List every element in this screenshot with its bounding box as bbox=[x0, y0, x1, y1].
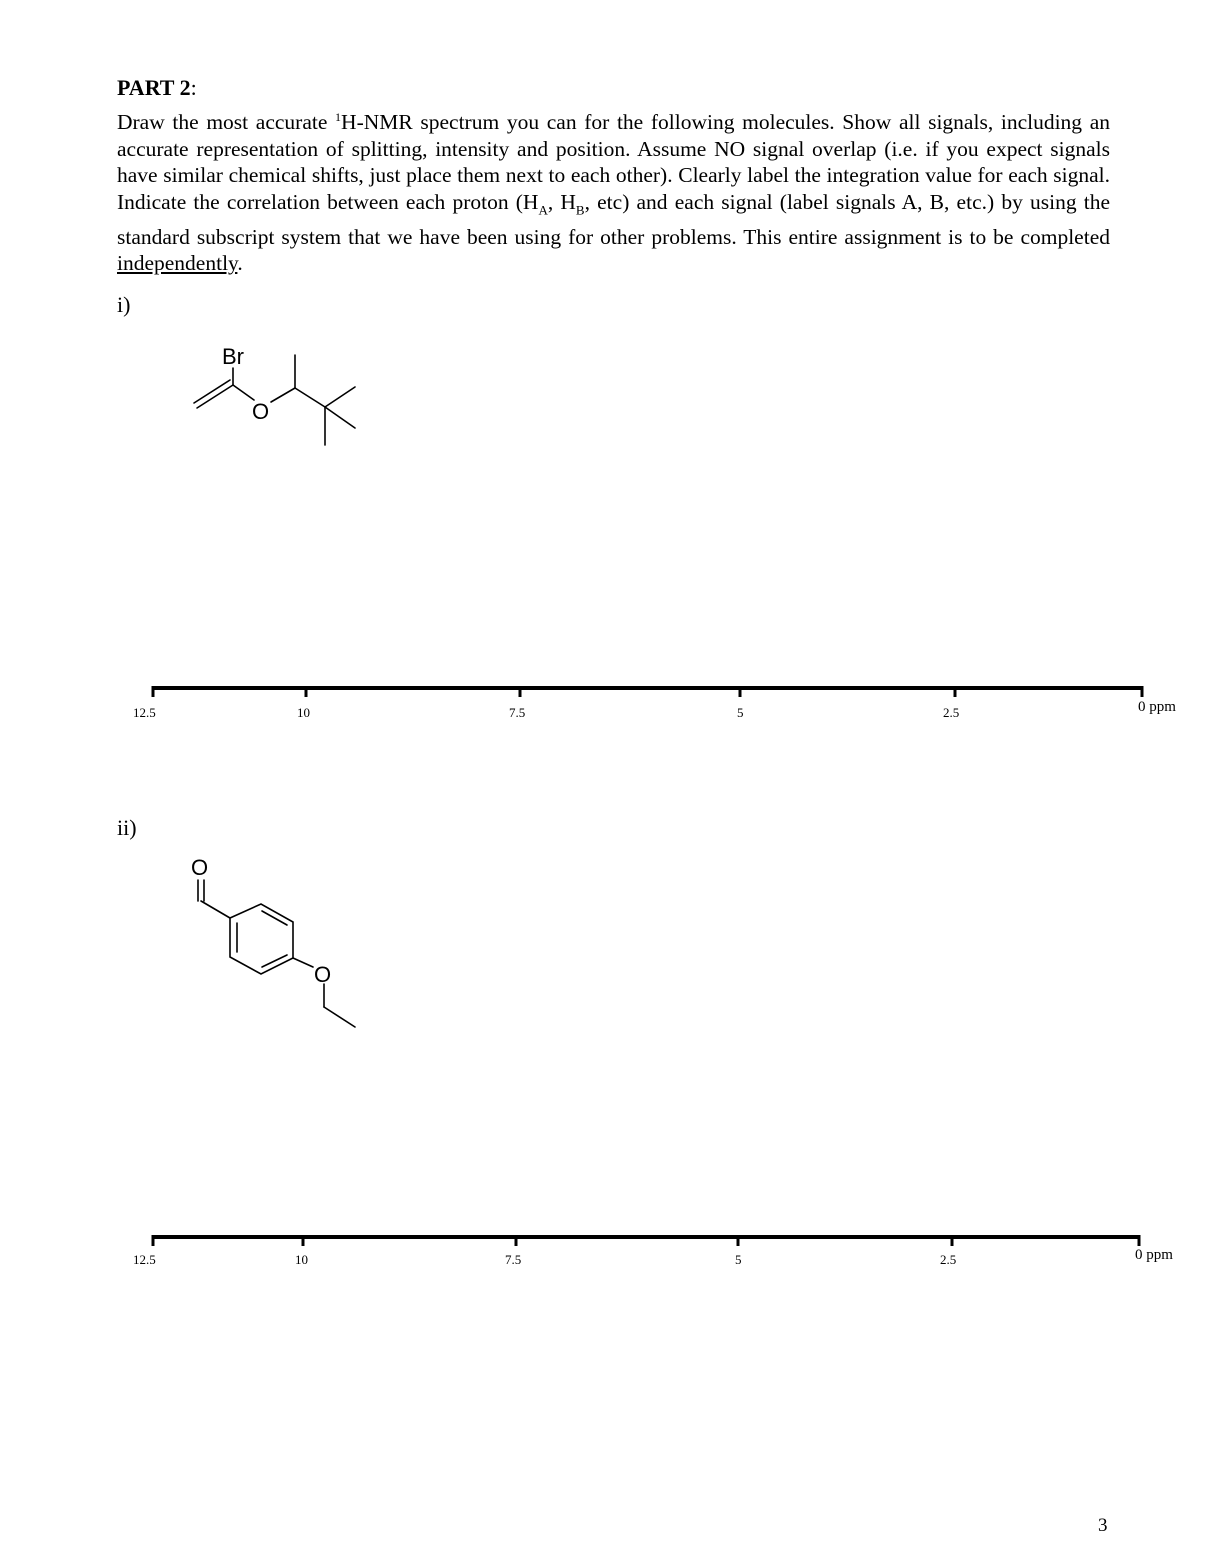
tick-label-10: 10 bbox=[297, 705, 310, 720]
tick-label-10: 10 bbox=[295, 1252, 308, 1267]
atom-label-o-carbonyl: O bbox=[191, 855, 209, 880]
atom-label-br: Br bbox=[222, 344, 244, 369]
question-ii-label: ii) bbox=[117, 815, 137, 840]
part-title: PART 2 bbox=[117, 75, 191, 100]
part-heading bbox=[117, 75, 197, 101]
instructions-text-1: Draw the most accurate bbox=[117, 110, 336, 135]
tick-label-0-ppm: 0 ppm bbox=[1135, 1247, 1173, 1263]
tick-label-5: 5 bbox=[735, 1252, 742, 1267]
instructions-text-2: H-NMR spectrum you can for the following molecules. Show all signals, including an accurate representation of splitting, intensity and position. Assume NO signal overlap (i.e. if you expect signals have similar chemical shifts, just place them next to each other). Clearly label the integration value for each signal. Indicate the correlation between each proton (H bbox=[117, 110, 1110, 214]
molecule-ii-structure bbox=[185, 848, 375, 1038]
independently-underlined: independently bbox=[117, 251, 238, 276]
instructions-text-3: , H bbox=[547, 189, 576, 214]
atom-label-o-ether: O bbox=[314, 962, 332, 987]
tick-label-12-5: 12.5 bbox=[133, 1252, 156, 1267]
atom-label-o: O bbox=[252, 399, 270, 424]
tick-label-2-5: 2.5 bbox=[943, 705, 960, 720]
tick-label-12-5: 12.5 bbox=[133, 705, 156, 720]
instructions-text-4: , etc) and each signal (label signals A, B, etc.) by using the standard subscript system that we have been using for other problems. This entire assignment is to be completed bbox=[117, 189, 1111, 249]
question-i-label: i) bbox=[117, 292, 131, 317]
tick-label-0-ppm: 0 ppm bbox=[1138, 699, 1176, 715]
nmr-axis-ii bbox=[133, 1231, 1200, 1278]
tick-label-7-5: 7.5 bbox=[509, 705, 526, 720]
tick-label-5: 5 bbox=[737, 705, 744, 720]
part-colon: : bbox=[190, 75, 197, 100]
molecule-i-structure bbox=[185, 335, 375, 460]
subscript-a: A bbox=[538, 202, 548, 218]
page-number: 3 bbox=[1098, 1515, 1108, 1536]
isotope-superscript: 1 bbox=[335, 110, 342, 124]
tick-label-2-5: 2.5 bbox=[940, 1252, 957, 1267]
instructions-text-5: . bbox=[237, 251, 243, 276]
instructions-paragraph bbox=[117, 104, 1110, 277]
tick-label-7-5: 7.5 bbox=[505, 1252, 522, 1267]
nmr-axis-i bbox=[133, 682, 1200, 729]
subscript-b: B bbox=[575, 202, 585, 218]
